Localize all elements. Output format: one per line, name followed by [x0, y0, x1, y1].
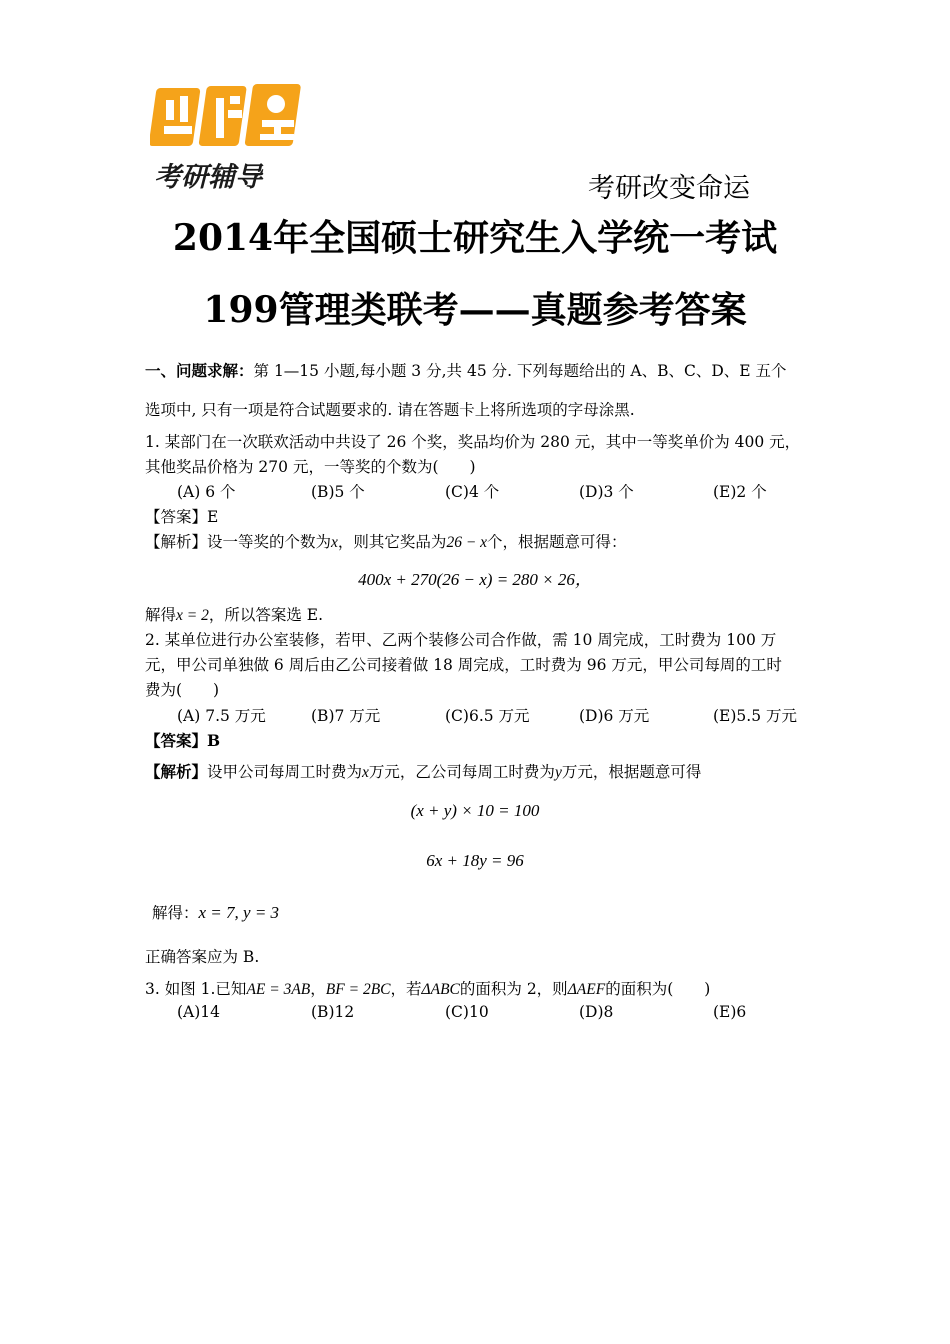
section-label: 一、问题求解： — [145, 361, 254, 380]
q1-line-2: 其他奖品价格为 270 元，一等奖的个数为( ) — [145, 458, 476, 476]
q1-analysis-a: 设一等奖的个数为 — [207, 533, 332, 551]
q1-answer: 【答案】E — [145, 508, 219, 526]
q2-solve-expr: x = 7, y = 3 — [198, 903, 280, 922]
q2-answer: 【答案】B — [145, 731, 221, 750]
q3-option-d: (D)8 — [579, 1003, 614, 1021]
q3-mid-2: 的面积为 2，则 — [459, 980, 568, 998]
q3-line-1 — [145, 977, 710, 999]
q3-options — [0, 1003, 950, 1023]
q1-options — [0, 480, 950, 500]
q2-var-x: x — [362, 764, 369, 781]
q1-analysis-expr: 26 − x — [446, 534, 488, 551]
q3-expr-3: ΔABC — [421, 981, 460, 998]
q2-options — [0, 704, 950, 724]
q1-line-1: 1. 某部门在一次联欢活动中共设了 26 个奖，奖品均价为 280 元，其中一等奖单价为 400 元， — [145, 433, 801, 451]
q1-solution — [145, 603, 323, 625]
q1-analysis — [145, 530, 627, 552]
q1-option-b: (B)5 个 — [311, 483, 365, 501]
q2-option-e: (E)5.5 万元 — [713, 707, 797, 725]
q2-solve-label: 解得： — [152, 904, 199, 922]
q1-solve-b: ，所以答案选 E. — [208, 606, 324, 624]
kaicheng-logo — [150, 78, 310, 198]
q2-analysis-b: 万元，乙公司每周工时费为 — [368, 763, 555, 781]
q2-var-y: y — [554, 764, 562, 781]
q2-analysis-label: 【解析】 — [145, 762, 208, 781]
q1-option-a: (A) 6 个 — [177, 483, 236, 501]
q3-suffix: 的面积为( ) — [605, 980, 711, 998]
q1-analysis-c: 个，根据题意可得： — [487, 533, 627, 551]
q1-solve-a: 解得 — [145, 606, 177, 624]
q2-equation-1: (x + y) × 10 = 100 — [410, 801, 540, 820]
section-intro-line-1 — [145, 359, 787, 381]
q2-analysis-c: 万元，根据题意可得 — [561, 763, 702, 781]
q3-option-e: (E)6 — [713, 1003, 747, 1021]
q2-option-a: (A) 7.5 万元 — [177, 707, 266, 725]
title-line-2: 199管理类联考——真题参考答案 — [203, 289, 747, 331]
q2-equation-2: 6x + 18y = 96 — [426, 851, 524, 870]
q2-analysis-a: 设甲公司每周工时费为 — [207, 763, 363, 781]
q2-option-c: (C)6.5 万元 — [445, 707, 530, 725]
q1-equation: 400x + 270(26 − x) = 280 × 26， — [358, 570, 592, 589]
q2-option-d: (D)6 万元 — [579, 707, 650, 725]
q3-option-c: (C)10 — [445, 1003, 489, 1021]
q3-prefix: 3. 如图 1.已知 — [145, 980, 247, 998]
q3-mid: ，若 — [390, 980, 422, 998]
q2-option-b: (B)7 万元 — [311, 707, 381, 725]
title-line-1: 2014年全国硕士研究生入学统一考试 — [172, 217, 778, 259]
q1-option-e: (E)2 个 — [713, 483, 767, 501]
q3-option-a: (A)14 — [177, 1003, 221, 1021]
q2-conclusion: 正确答案应为 B. — [145, 948, 260, 966]
q3-sep-1: ， — [310, 980, 326, 998]
section-intro-line-2: 选项中, 只有一项是符合试题要求的. 请在答题卡上将所选项的字母涂黑. — [145, 401, 635, 419]
q1-analysis-label: 【解析】 — [145, 533, 208, 551]
q2-line-3: 费为( ) — [145, 681, 220, 699]
q2-line-1: 2. 某单位进行办公室装修，若甲、乙两个装修公司合作做，需 10 周完成，工时费为 100 万 — [145, 631, 777, 649]
q2-line-2: 元，甲公司单独做 6 周后由乙公司接着做 18 周完成，工时费为 96 万元，甲公司每周的工时 — [145, 656, 782, 674]
q2-solution — [152, 901, 279, 923]
section-text-1: 第 1—15 小题,每小题 3 分,共 45 分. 下列每题给出的 A、B、C、D、E 五个 — [253, 362, 787, 380]
q3-option-b: (B)12 — [311, 1003, 355, 1021]
q3-expr-4: ΔAEF — [567, 981, 606, 998]
q3-expr-1: AE = 3AB — [246, 981, 311, 998]
kaicheng-logo-graphic — [150, 78, 310, 198]
q2-analysis — [145, 760, 701, 782]
q1-analysis-b: ，则其它奖品为 — [337, 533, 447, 551]
q1-solve-expr: x = 2 — [176, 607, 209, 624]
q1-var-x: x — [331, 534, 338, 551]
q3-expr-2: BF = 2BC — [325, 981, 391, 998]
q1-option-d: (D)3 个 — [579, 483, 634, 501]
slogan: 考研改变命运 — [588, 173, 750, 204]
q1-option-c: (C)4 个 — [445, 483, 500, 501]
logo-bottom-text: 考研辅导 — [154, 162, 262, 193]
